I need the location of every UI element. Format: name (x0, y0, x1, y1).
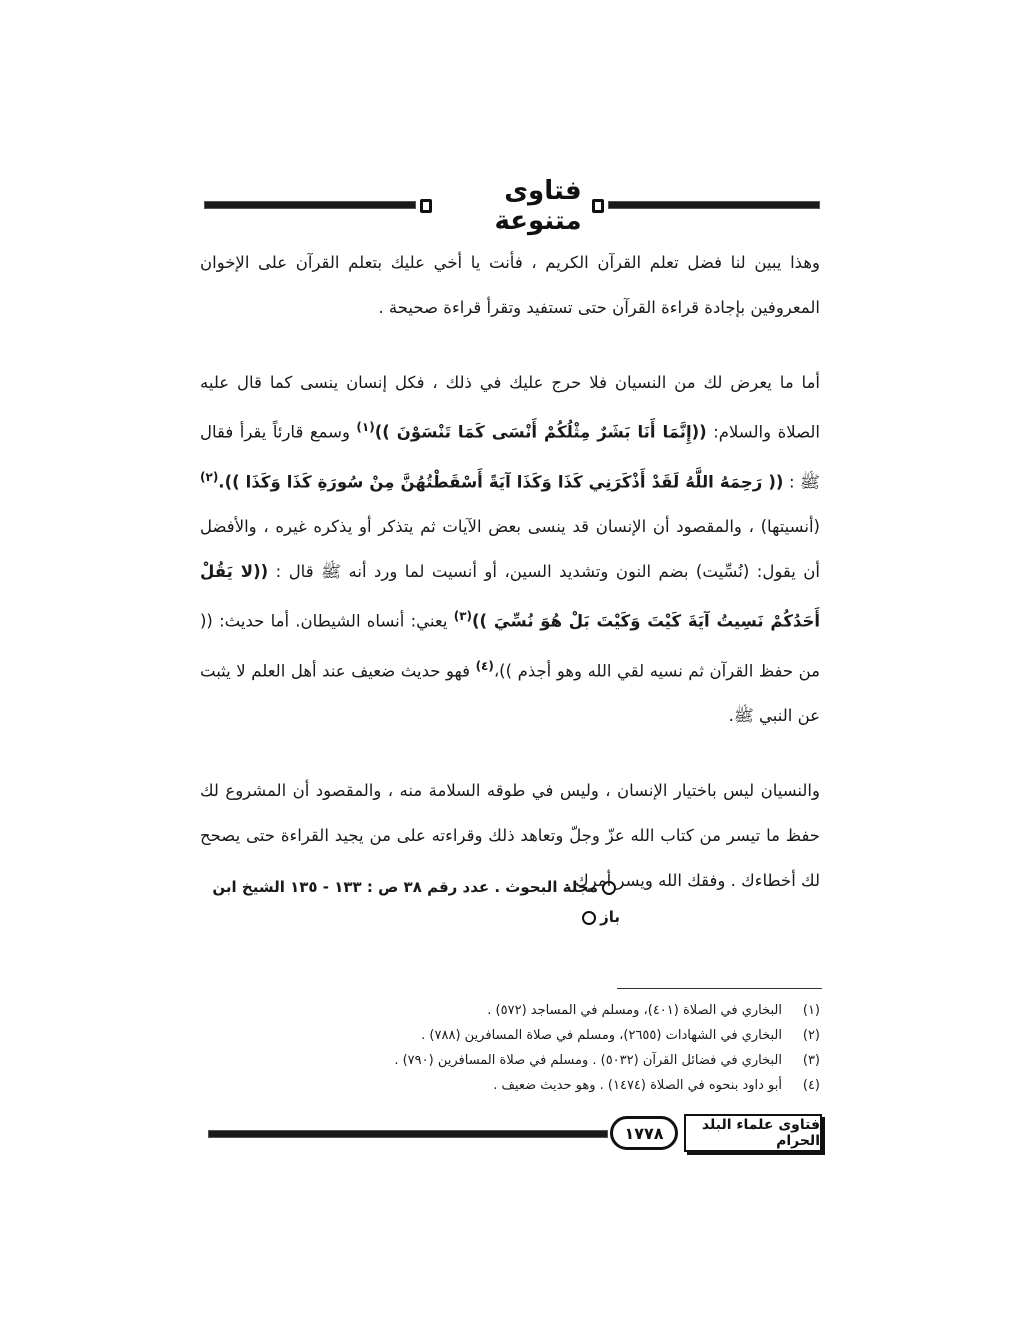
header-rule-left (204, 201, 416, 209)
footnote-divider (617, 988, 822, 989)
book-title: فتاوى علماء البلد الحرام (684, 1114, 822, 1152)
footnote-item: (٢) البخاري في الشهادات (٢٦٥٥)، ومسلم في صلاة المسافرين (٧٨٨) . (421, 1028, 820, 1043)
circle-bullet-icon (602, 881, 616, 895)
footer-rule (208, 1130, 608, 1138)
footnote-ref[interactable]: (٣) (453, 609, 472, 623)
square-ornament-icon (592, 199, 604, 213)
source-citation (200, 872, 620, 926)
hadith-quote: (( رَحِمَهُ اللَّهُ لَقَدْ أَذْكَرَنِي كَذَا وَكَذَا آيَةً أَسْقَطْتُهُنَّ مِنْ سُورَةِ كَذَا وَكَذَا )). (218, 472, 784, 491)
footnotes-list (300, 998, 820, 1098)
header-rule-right (608, 201, 820, 209)
footnote-item: (٣) البخاري في فضائل القرآن (٥٠٣٢) . ومسلم في صلاة المسافرين (٧٩٠) . (394, 1053, 820, 1068)
footnote-item: (١) البخاري في الصلاة (٤٠١)، ومسلم في المساجد (٥٧٢) . (487, 1003, 820, 1018)
footnote-ref[interactable]: (١) (356, 420, 375, 434)
square-ornament-icon (420, 199, 432, 213)
paragraph-1: وهذا يبين لنا فضل تعلم القرآن الكريم ، فأنت يا أخي عليك بتعلم القرآن على الإخوان المعروفين بإجادة قراءة القرآن حتى تستفيد وتقرأ قراءة صحيحة . (200, 253, 820, 317)
paragraph-2: أما ما يعرض لك من النسيان فلا حرج عليك في ذلك ، فكل إنسان ينسى كما قال عليه الصلاة والسلام: ((إِنَّمَا أَنَا بَشَرٌ مِثْلُكُمْ أَنْسَى كَمَا تَنْسَوْنَ ))$^{(١)}$ وسمع قارئاً يقرأ فقال ﷺ : (( رَحِمَهُ اللَّهُ لَقَدْ أَذْكَرَنِي كَذَا وَكَذَا آيَةً أَسْقَطْتُهُنَّ مِنْ سُورَةِ كَذَا وَكَذَا )).$^{(٢)}$ (أنسيتها) ، والمقصود أن الإنسان قد ينسى بعض الآيات ثم يتذكر أو يذكره غيره ، والأفضل أن يقول: (نُسِّيت) بضم النون وتشديد السين، أو أنسيت لما ورد أنه ﷺ قال : ((لا يَقُلْ أَحَدُكُمْ نَسِيتُ آيَةَ كَيْتَ وَكَيْتَ بَلْ هُوَ نُسِّيَ ))$^{(٣)}$ يعني: أنساه الشيطان. أما حديث: (( من حفظ القرآن ثم نسيه لقي الله وهو أجذم ))،$^{(٤)}$ فهو حديث ضعيف عند أهل العلم لا يثبت عن النبي ﷺ. (200, 373, 820, 725)
circle-bullet-icon (582, 911, 596, 925)
page-footer (200, 1112, 824, 1156)
footnote-item: (٤) أبو داود بنحوه في الصلاة (١٤٧٤) . وهو حديث ضعيف . (493, 1078, 820, 1093)
page-header (200, 176, 824, 236)
hadith-quote: ((إِنَّمَا أَنَا بَشَرٌ مِثْلُكُمْ أَنْسَى كَمَا تَنْسَوْنَ )) (374, 422, 707, 442)
paragraph-3: والنسيان ليس باختيار الإنسان ، وليس في طوقه السلامة منه ، والمقصود أن المشروع لك حفظ ما تيسر من كتاب الله عزّ وجلّ وتعاهد ذلك وقراءته على من يجيد القراءة حتى يصحح لك أخطاءك . وفقك الله ويسر أمرك . (200, 781, 820, 890)
fatwa-body (200, 240, 820, 903)
section-title (420, 176, 604, 236)
section-title-text: فتاوى متنوعة (494, 176, 582, 236)
footnote-ref[interactable]: (٢) (200, 469, 219, 484)
footnote-ref[interactable]: (٤) (475, 658, 494, 673)
source-text: مجلة البحوث . عدد رقم ٣٨ ص : ١٣٣ - ١٣٥ الشيخ ابن باز (212, 878, 620, 926)
hadith-quote: ((لا يَقُلْ أَحَدُكُمْ نَسِيتُ آيَةَ كَيْتَ وَكَيْتَ بَلْ هُوَ نُسِّيَ )) (200, 562, 820, 631)
page-number: ١٧٧٨ (610, 1116, 678, 1150)
